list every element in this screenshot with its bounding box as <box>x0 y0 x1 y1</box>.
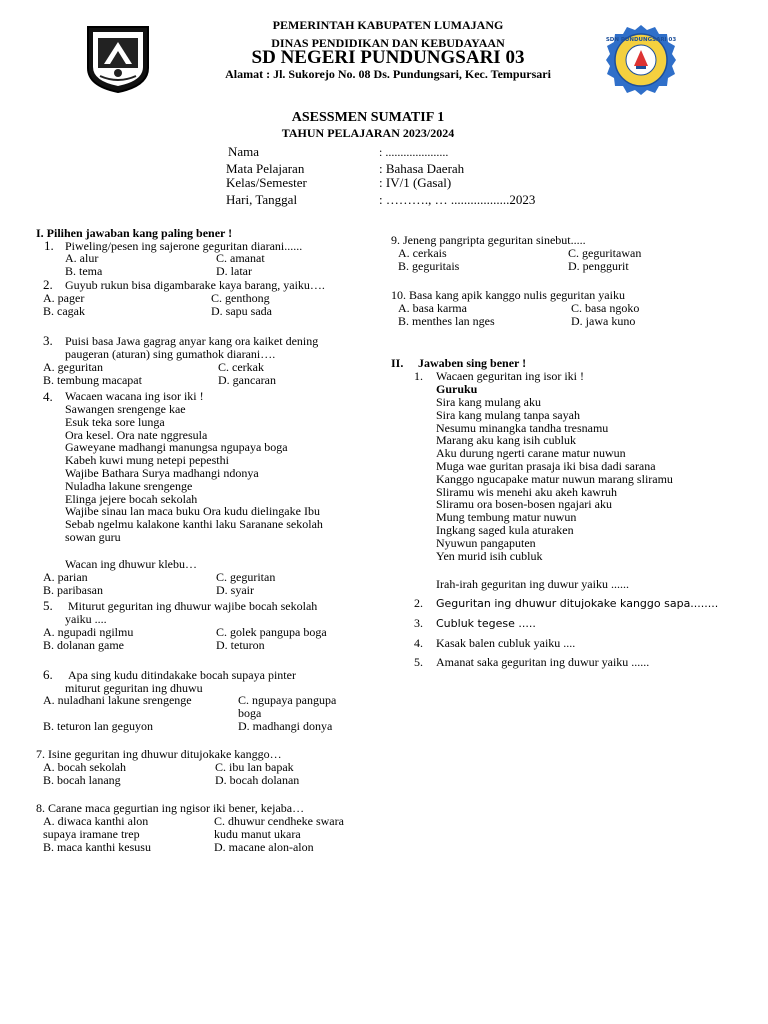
exam-title: ASESSMEN SUMATIF 1 <box>291 110 445 125</box>
q3-option-d[interactable]: D. gancaran <box>218 373 276 387</box>
section-2-heading: Jawaben sing bener ! <box>418 356 527 370</box>
essay-poem-line: Mung tembung matur nuwun <box>436 510 577 525</box>
essay-poem-line: Marang aku kang isih cubluk <box>436 433 576 448</box>
q4-question: Wacan ing dhuwur klebu… <box>65 557 197 571</box>
q5-text-line2: yaiku .... <box>65 612 107 626</box>
q9-option-d[interactable]: D. penggurit <box>568 259 629 273</box>
q6-text-line1: Apa sing kudu ditindakake bocah supaya pinter <box>68 668 296 682</box>
essay-poem-line: Sira kang mulang tanpa sayah <box>436 407 580 422</box>
q2-option-c[interactable]: C. genthong <box>211 291 270 305</box>
identity-value-subject: : Bahasa Daerah <box>379 161 465 176</box>
essay-2-number: 2. <box>414 596 423 610</box>
q10-option-b[interactable]: B. menthes lan nges <box>398 314 495 328</box>
q1-option-a[interactable]: A. alur <box>65 251 99 265</box>
essay-2-text: Geguritan ing dhuwur ditujokake kanggo sapa........ <box>436 597 719 610</box>
essay-poem-line: Sliramu wis menehi aku akeh kawruh <box>436 484 617 499</box>
essay-poem-line: Nyuwun pangaputen <box>436 535 536 550</box>
q1-option-d[interactable]: D. latar <box>216 264 252 278</box>
right-logo <box>605 24 677 96</box>
section-2-number: II. <box>391 356 404 370</box>
essay-poem-line: Kanggo ngucapake matur nuwun marang sliramu <box>436 471 673 486</box>
q6-option-c-line2[interactable]: boga <box>238 706 262 720</box>
q5-text-line1: Miturut geguritan ing dhuwur wajibe bocah sekolah <box>68 599 318 613</box>
q5-option-b[interactable]: B. dolanan game <box>43 638 124 652</box>
identity-label-date: Hari, Tanggal <box>226 192 298 207</box>
q4-poem-line: Kabeh kuwi mung netepi pepesthi <box>65 453 229 468</box>
section-1-heading: I. Pilihen jawaban kang paling bener ! <box>36 226 233 240</box>
q4-poem-line: Elinga jejere bocah sekolah <box>65 491 198 506</box>
q6-text-line2: miturut geguritan ing dhuwu <box>65 681 203 695</box>
q9-text: 9. Jeneng pangripta geguritan sinebut..... <box>391 233 586 247</box>
q4-poem-line: Ora kesel. Ora nate nggresula <box>65 427 208 442</box>
q4-option-d[interactable]: D. syair <box>216 583 254 597</box>
q7-text: 7. Isine geguritan ing dhuwur ditujokake kanggo… <box>36 747 282 761</box>
q10-text: 10. Basa kang apik kanggo nulis geguritan yaiku <box>391 288 625 302</box>
svg-text:SDN PUNDUNGSARI 03: SDN PUNDUNGSARI 03 <box>605 37 677 43</box>
q6-option-b[interactable]: B. teturon lan geguyon <box>43 719 153 733</box>
q1-number: 1. <box>44 238 54 253</box>
school-address: Alamat : Jl. Sukorejo No. 08 Ds. Pundungsari, Kec. Tempursari <box>225 67 551 81</box>
dept-title: DINAS PENDIDIKAN DAN KEBUDAYAAN <box>271 36 505 50</box>
q1-option-b[interactable]: B. tema <box>65 264 103 278</box>
q4-option-c[interactable]: C. geguritan <box>216 570 276 584</box>
q8-option-a-line2[interactable]: supaya iramane trep <box>43 827 140 841</box>
q3-option-c[interactable]: C. cerkak <box>218 360 264 374</box>
q4-poem-line: Nuladha lakune srengenge <box>65 478 193 493</box>
essay-poem-line: Nesumu minangka tandha tresnamu <box>436 420 609 435</box>
q9-option-b[interactable]: B. geguritais <box>398 259 460 273</box>
essay-5-text: Amanat saka geguritan ing duwur yaiku ...... <box>436 655 650 669</box>
q3-number: 3. <box>43 333 53 348</box>
q8-option-c-line2[interactable]: kudu manut ukara <box>214 827 301 841</box>
essay-poem-line: Sira kang mulang aku <box>436 395 541 409</box>
q9-option-a[interactable]: A. cerkais <box>398 246 447 260</box>
q4-poem-line: Sebab ngelmu kalakone kanthi laku Saranane sekolah <box>65 517 323 532</box>
q4-poem-line: sowan guru <box>65 529 121 544</box>
q10-option-d[interactable]: D. jawa kuno <box>571 314 636 328</box>
q6-option-c-line1[interactable]: C. ngupaya pangupa <box>238 693 337 707</box>
gov-title: PEMERINTAH KABUPATEN LUMAJANG <box>272 18 504 32</box>
q2-text: Guyub rukun bisa digambarake kaya barang, yaiku…. <box>65 278 325 292</box>
q4-poem-line: Wajibe sinau lan maca buku Ora kudu dielingake Ibu <box>65 504 320 519</box>
q4-poem-line: Wajibe Bathara Surya madhangi ndonya <box>65 465 259 480</box>
identity-value-date[interactable]: : ………., … ..................2023 <box>379 192 536 207</box>
identity-value-name[interactable]: : ..................... <box>379 145 449 159</box>
school-name: SD NEGERI PUNDUNGSARI 03 <box>251 47 525 68</box>
q7-option-d[interactable]: D. bocah dolanan <box>215 773 300 787</box>
essay-4-text: Kasak balen cubluk yaiku .... <box>436 636 576 650</box>
q5-option-d[interactable]: D. teturon <box>216 638 265 652</box>
q8-option-c-line1[interactable]: C. dhuwur cendheke swara <box>214 814 344 828</box>
essay-3-number: 3. <box>414 616 423 630</box>
essay-poem-line: Muga wae guritan prasaja iki bisa dadi sarana <box>436 458 656 473</box>
q8-option-d[interactable]: D. macane alon-alon <box>214 840 314 854</box>
q7-option-c[interactable]: C. ibu lan bapak <box>215 760 294 774</box>
q2-option-a[interactable]: A. pager <box>43 291 85 305</box>
identity-label-subject: Mata Pelajaran <box>226 161 305 176</box>
q4-number: 4. <box>43 389 53 404</box>
essay-1-question: Irah-irah geguritan ing duwur yaiku ...... <box>436 577 629 591</box>
school-emblem-icon <box>605 24 677 96</box>
q5-number: 5. <box>43 598 53 613</box>
essay-poem-line: Sliramu ora bosen-bosen ngajari aku <box>436 497 612 512</box>
q4-text: Wacaen wacana ing isor iki ! <box>65 389 204 403</box>
q3-option-b[interactable]: B. tembung macapat <box>43 373 142 387</box>
q4-option-b[interactable]: B. paribasan <box>43 583 103 597</box>
essay-poem-line: Yen murid isih cubluk <box>436 548 543 563</box>
q9-option-c[interactable]: C. geguritawan <box>568 246 642 260</box>
essay-3-text: Cubluk tegese ..... <box>436 617 536 630</box>
identity-label-class: Kelas/Semester <box>226 175 307 190</box>
q6-option-a[interactable]: A. nuladhani lakune srengenge <box>43 693 192 707</box>
q4-poem-line: Gaweyane madhangi manungsa ngupaya boga <box>65 440 288 455</box>
q10-option-c[interactable]: C. basa ngoko <box>571 301 640 315</box>
q3-text-line2: paugeran (aturan) sing gumathok diarani…. <box>65 347 276 361</box>
q2-number: 2. <box>43 277 53 292</box>
identity-value-class: : IV/1 (Gasal) <box>379 175 452 190</box>
q4-option-a[interactable]: A. parian <box>43 570 88 584</box>
q5-option-a[interactable]: A. ngupadi ngilmu <box>43 625 134 639</box>
q3-text-line1: Puisi basa Jawa gagrag anyar kang ora kaiket dening <box>65 334 319 348</box>
essay-4-number: 4. <box>414 636 423 650</box>
q4-poem-line: Sawangen srengenge kae <box>65 402 186 416</box>
q1-text: Piweling/pesen ing sajerone geguritan diarani...... <box>65 239 303 253</box>
q2-option-b[interactable]: B. cagak <box>43 304 85 318</box>
exam-year: TAHUN PELAJARAN 2023/2024 <box>281 126 455 140</box>
q5-option-c[interactable]: C. golek pangupa boga <box>216 625 327 639</box>
essay-poem-line: Aku durung ngerti carane matur nuwun <box>436 446 626 461</box>
essay-poem <box>436 396 673 562</box>
q6-option-d[interactable]: D. madhangi donya <box>238 719 333 733</box>
q4-poem-line: Esuk teka sore lunga <box>65 414 165 429</box>
q7-option-a[interactable]: A. bocah sekolah <box>43 760 126 774</box>
q2-option-d[interactable]: D. sapu sada <box>211 304 272 318</box>
essay-1-number: 1. <box>414 369 423 383</box>
q8-text: 8. Carane maca gegurtian ing ngisor iki bener, kejaba… <box>36 801 305 815</box>
q4-poem <box>65 403 323 544</box>
q8-option-a-line1[interactable]: A. diwaca kanthi alon <box>43 814 149 828</box>
q8-option-b[interactable]: B. maca kanthi kesusu <box>43 840 151 854</box>
essay-1-text: Wacaen geguritan ing isor iki ! <box>436 369 584 383</box>
q7-option-b[interactable]: B. bocah lanang <box>43 773 121 787</box>
q1-option-c[interactable]: C. amanat <box>216 251 265 265</box>
q3-option-a[interactable]: A. geguritan <box>43 360 103 374</box>
q10-option-a[interactable]: A. basa karma <box>398 301 467 315</box>
essay-5-number: 5. <box>414 655 423 669</box>
essay-poem-line: Ingkang saged kula aturaken <box>436 522 574 537</box>
q6-number: 6. <box>43 667 53 682</box>
essay-poem-title: Guruku <box>436 382 478 396</box>
identity-label-name: Nama <box>228 144 260 159</box>
